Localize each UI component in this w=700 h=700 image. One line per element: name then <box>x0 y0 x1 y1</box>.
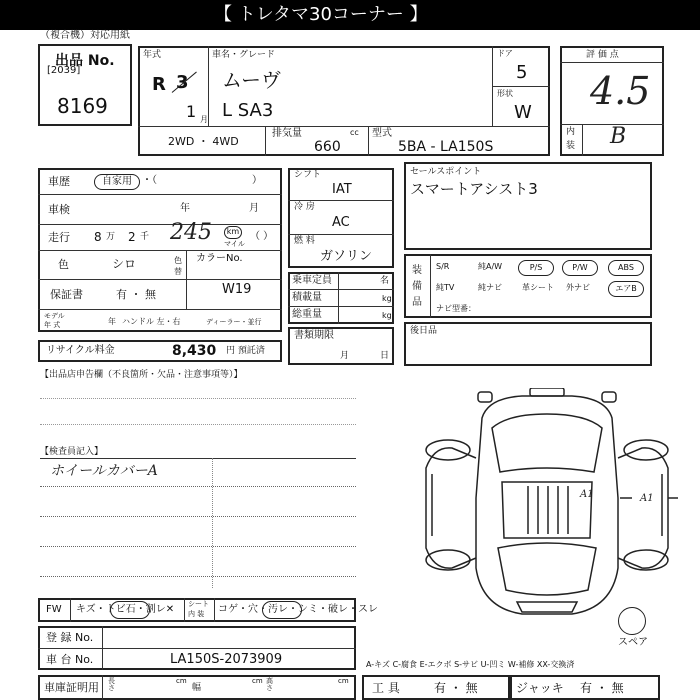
docs-month-unit: 月 <box>340 351 350 361</box>
load-unit: kg <box>382 294 392 303</box>
equipment-item: 純ナビ <box>478 283 502 292</box>
shaken-year-unit: 年 <box>180 203 190 214</box>
displacement-unit: cc <box>350 128 359 137</box>
seat-text: コゲ・穴・汚レ・シミ・破レ・スレ <box>218 604 378 615</box>
interior-value: B <box>610 124 627 149</box>
color-no-label: カラーNo. <box>196 253 243 264</box>
drive-text: 2WD ・ 4WD <box>168 135 239 148</box>
year-value: 3 <box>176 72 189 93</box>
displacement-label: 排気量 <box>272 128 302 139</box>
recycle-value: 8,430 <box>172 343 217 359</box>
spare-tire-icon <box>618 607 646 635</box>
diagram-mark-left: A1 <box>580 489 594 500</box>
equipment-label-3: 品 <box>412 297 422 308</box>
fw-text: キズ・トビ石・割レ✕ <box>76 604 175 615</box>
shape-value: W <box>514 102 532 123</box>
sales-point-value: スマートアシスト3 <box>410 180 538 198</box>
year-month-unit: 月 <box>200 115 208 124</box>
shape-label: 形状 <box>497 89 513 98</box>
equipment-item: 純TV <box>436 283 455 292</box>
registration-label: 登 録 No. <box>46 631 94 644</box>
score-label: 評 価 点 <box>586 50 619 60</box>
equipment-item: P/S <box>518 260 554 276</box>
name-model: ムーヴ <box>222 68 281 92</box>
year-month: 1 <box>186 102 197 121</box>
equipment-item: ABS <box>608 260 644 276</box>
after-label: 後日品 <box>410 326 438 336</box>
warranty-value: 有 ・ 無 <box>116 288 156 301</box>
header-sub: （複合機）対応用紙 <box>40 30 130 41</box>
cert-w: 幅 <box>192 683 202 693</box>
shift-value: IAT <box>332 182 352 197</box>
equipment-item: 純A/W <box>478 262 503 271</box>
equipment-item: 外ナビ <box>566 283 590 292</box>
year-label: 年式 <box>143 50 162 60</box>
history-label: 車歴 <box>48 175 70 188</box>
seat-label-2: 内 装 <box>188 610 205 618</box>
recycle-label: リサイクル料金 <box>46 345 115 356</box>
mileage-sen-unit: 千 <box>140 232 150 242</box>
history-value: 自家用 <box>94 174 140 190</box>
shift-label: シフト <box>294 170 322 180</box>
capacity-unit: 名 <box>380 276 390 286</box>
equipment-item: 革シート <box>522 283 554 292</box>
weight-unit: kg <box>382 311 392 320</box>
tools-value: 有 ・ 無 <box>434 681 478 695</box>
lot-sub: [2039] <box>47 65 81 76</box>
docs-day-unit: 日 <box>380 351 390 361</box>
door-value: 5 <box>516 62 528 83</box>
mileage-label: 走行 <box>48 231 70 244</box>
name-grade: L SA3 <box>222 100 274 121</box>
diagram-mark-right: A1 <box>640 493 654 504</box>
spare-label: スペア <box>618 637 648 648</box>
seller-note-label: 【出品店申告欄（不良箇所・欠品・注意事項等）】 <box>40 370 243 380</box>
load-label: 積載量 <box>292 292 322 303</box>
model-year-label-2: 年 式 <box>44 321 61 329</box>
mileage-sen: 2 <box>128 230 136 244</box>
color-no: W19 <box>222 282 252 297</box>
tools-label: 工 具 <box>372 681 400 695</box>
aircon-value: AC <box>332 215 350 230</box>
fuel-value: ガソリン <box>320 249 373 264</box>
equipment-label-1: 装 <box>412 265 422 276</box>
name-label: 車名・グレード <box>212 50 276 60</box>
lot-label: 出品 No. <box>55 53 115 69</box>
color-label: 色 <box>58 258 69 271</box>
color-value: シロ <box>112 257 137 271</box>
equipment-label-2: 備 <box>412 281 422 292</box>
mileage-hand: 245 <box>170 220 212 245</box>
color-change-label: 色替 <box>174 256 182 276</box>
door-label: ドア <box>497 49 513 58</box>
fw-circle <box>110 601 150 619</box>
mileage-man-unit: 万 <box>106 232 116 242</box>
sales-point-label: セールスポイント <box>410 167 482 177</box>
mileage-unit-km: km <box>224 226 242 239</box>
equipment-item: P/W <box>562 260 598 276</box>
fuel-label: 燃 料 <box>294 236 315 246</box>
displacement-value: 660 <box>314 139 341 155</box>
equipment-item: エアB <box>608 281 644 297</box>
lot-number: 8169 <box>57 94 108 118</box>
cert-l-cm: cm <box>176 677 187 685</box>
chassis-value: LA150S-2073909 <box>170 652 283 667</box>
mileage-unit-mile: マイル <box>224 240 245 248</box>
model-year-unit: 年 <box>108 317 116 326</box>
inspector-label: 【検査員記入】 <box>40 447 104 457</box>
year-era: R <box>152 74 166 95</box>
model-type-label: 型式 <box>372 128 392 139</box>
seat-circle <box>262 601 302 619</box>
model-year-handle: ハンドル 左・右 <box>122 317 181 326</box>
cert-label: 車庫証明用 <box>44 681 99 694</box>
fw-label: FW <box>46 604 62 615</box>
shaken-label: 車検 <box>48 203 70 216</box>
aircon-label: 冷 房 <box>294 202 315 212</box>
chassis-label: 車 台 No. <box>46 653 94 666</box>
score-value: 4.5 <box>590 69 651 113</box>
cert-w-cm: cm <box>252 677 263 685</box>
cert-h-cm: cm <box>338 677 349 685</box>
header-title: 【 トレタマ30コーナー 】 <box>214 4 428 25</box>
model-year-label-1: モデル <box>44 312 65 320</box>
equipment-item: S/R <box>436 262 450 271</box>
seat-label-1: シート <box>188 600 209 608</box>
capacity-label: 乗車定員 <box>292 275 332 286</box>
history-rest: ・（ <box>142 175 157 186</box>
weight-label: 総重量 <box>292 309 322 320</box>
model-year-dealer: ディーラー・並行 <box>206 318 262 326</box>
inspector-note: ホイールカバーA <box>50 463 158 479</box>
mileage-man: 8 <box>94 230 102 244</box>
shaken-month-unit: 月 <box>249 203 259 214</box>
car-diagram <box>412 388 682 624</box>
cert-h: 高さ <box>266 677 273 692</box>
after-box <box>404 322 652 366</box>
history-close: ） <box>252 175 262 186</box>
model-type-value: 5BA - LA150S <box>398 139 494 155</box>
mileage-paren: （ ） <box>250 231 274 242</box>
interior-label-1: 内 <box>566 127 576 137</box>
docs-label: 書類期限 <box>294 330 334 341</box>
cert-l: 長さ <box>108 677 115 692</box>
warranty-label: 保証書 <box>50 288 83 301</box>
navi-label: ナビ型番： <box>436 304 476 313</box>
interior-label-2: 装 <box>566 141 576 151</box>
legend-text: A-キズ C-腐食 E-エクボ S-サビ U-凹ミ W-補修 XX-交換済 <box>366 660 575 669</box>
jack-value: 有 ・ 無 <box>580 681 624 695</box>
jack-label: ジャッキ <box>516 681 564 695</box>
recycle-unit: 円 預託済 <box>226 346 265 356</box>
